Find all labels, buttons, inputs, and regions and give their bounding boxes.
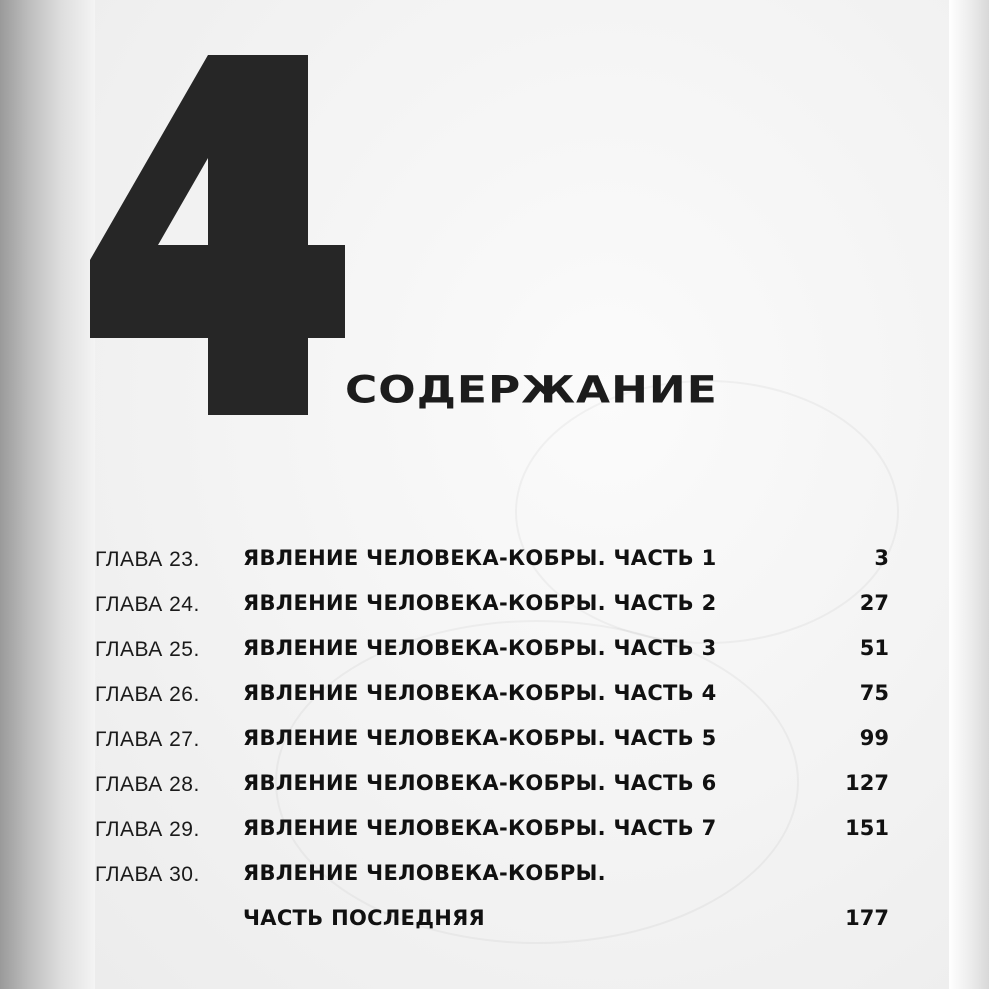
chapter-number: ГЛАВА 29. — [95, 818, 200, 841]
page-number: 27 — [859, 591, 889, 615]
chapter-title: ЯВЛЕНИЕ ЧЕЛОВЕКА-КОБРЫ. ЧАСТЬ 1 — [243, 546, 717, 570]
page-number: 75 — [859, 681, 889, 705]
toc-row[interactable] — [95, 675, 895, 715]
page-number: 51 — [859, 636, 889, 660]
page-title: СОДЕРЖАНИЕ — [345, 368, 718, 412]
toc-row[interactable] — [95, 630, 895, 670]
toc-row[interactable] — [95, 765, 895, 805]
page-edge-shadow — [949, 0, 989, 989]
chapter-title: ЯВЛЕНИЕ ЧЕЛОВЕКА-КОБРЫ. ЧАСТЬ 3 — [243, 636, 717, 660]
chapter-number: ГЛАВА 23. — [95, 548, 200, 571]
toc-row[interactable] — [95, 810, 895, 850]
page-number: 99 — [859, 726, 889, 750]
chapter-number: ГЛАВА 24. — [95, 593, 200, 616]
chapter-title: ЯВЛЕНИЕ ЧЕЛОВЕКА-КОБРЫ. ЧАСТЬ 2 — [243, 591, 717, 615]
chapter-number: ГЛАВА 28. — [95, 773, 200, 796]
toc-row[interactable] — [95, 720, 895, 760]
page-number: 177 — [845, 906, 889, 930]
toc-row[interactable] — [95, 900, 895, 940]
page-number: 127 — [845, 771, 889, 795]
chapter-title: ЯВЛЕНИЕ ЧЕЛОВЕКА-КОБРЫ. ЧАСТЬ 6 — [243, 771, 717, 795]
chapter-title: ЯВЛЕНИЕ ЧЕЛОВЕКА-КОБРЫ. ЧАСТЬ 7 — [243, 816, 717, 840]
spine-shadow — [0, 0, 95, 989]
volume-number-shape — [90, 55, 345, 415]
volume-number-graphic — [90, 40, 350, 420]
chapter-number: ГЛАВА 26. — [95, 683, 200, 706]
chapter-title: ЧАСТЬ ПОСЛЕДНЯЯ — [243, 906, 486, 930]
chapter-number: ГЛАВА 25. — [95, 638, 200, 661]
toc-row[interactable] — [95, 855, 895, 895]
page-number: 151 — [845, 816, 889, 840]
page-number: 3 — [874, 546, 889, 570]
toc-row[interactable] — [95, 540, 895, 580]
chapter-number: ГЛАВА 30. — [95, 863, 200, 886]
chapter-title: ЯВЛЕНИЕ ЧЕЛОВЕКА-КОБРЫ. — [243, 861, 606, 885]
toc-row[interactable] — [95, 585, 895, 625]
chapter-number: ГЛАВА 27. — [95, 728, 200, 751]
chapter-title: ЯВЛЕНИЕ ЧЕЛОВЕКА-КОБРЫ. ЧАСТЬ 5 — [243, 726, 717, 750]
chapter-title: ЯВЛЕНИЕ ЧЕЛОВЕКА-КОБРЫ. ЧАСТЬ 4 — [243, 681, 717, 705]
